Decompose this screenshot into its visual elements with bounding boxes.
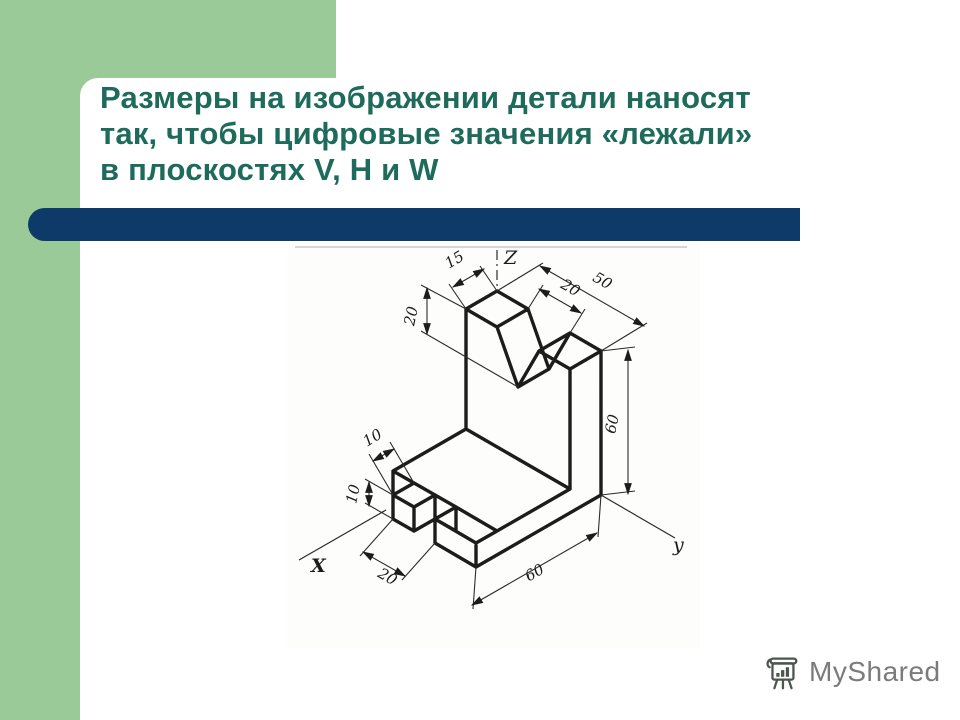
dim-label-height: 60 <box>601 412 623 436</box>
myshared-logo-icon <box>762 652 802 692</box>
z-axis-label: Z <box>504 247 518 269</box>
x-axis <box>299 510 386 560</box>
dim-label-front-span: 20 <box>374 564 401 590</box>
dim-label-notch-width: 20 <box>557 275 584 301</box>
y-axis <box>601 495 675 538</box>
dim-label-wall-length: 50 <box>589 268 616 294</box>
accent-bar <box>28 208 800 241</box>
dimension-wall-length <box>497 263 647 351</box>
dim-label-base-length: 60 <box>521 560 548 586</box>
title-line-2: так, чтобы цифровые значения «лежали» <box>100 116 753 151</box>
page-title <box>100 80 900 188</box>
watermark-text: MyShared <box>809 656 941 687</box>
dimension-front-span <box>360 519 435 580</box>
isometric-drawing <box>287 244 700 648</box>
dim-label-tab-height: 10 <box>342 482 364 506</box>
watermark <box>762 652 941 692</box>
dimension-tab-height <box>365 479 393 519</box>
scanned-drawing-area <box>287 244 700 648</box>
dimension-wall-thickness <box>449 266 497 309</box>
title-line-3: в плоскостях V, H и W <box>100 152 439 187</box>
green-sidebar <box>0 0 80 720</box>
dimension-notch-depth <box>421 285 518 387</box>
dim-label-tab-depth: 10 <box>359 425 386 451</box>
y-axis-label: y <box>673 534 684 556</box>
dimension-base-length <box>472 495 601 609</box>
dim-label-notch-depth: 20 <box>400 304 422 328</box>
title-line-1: Размеры на изображении детали наносят <box>100 80 751 115</box>
x-axis-label: X <box>311 555 326 577</box>
dim-label-wall-thickness: 15 <box>441 247 468 273</box>
